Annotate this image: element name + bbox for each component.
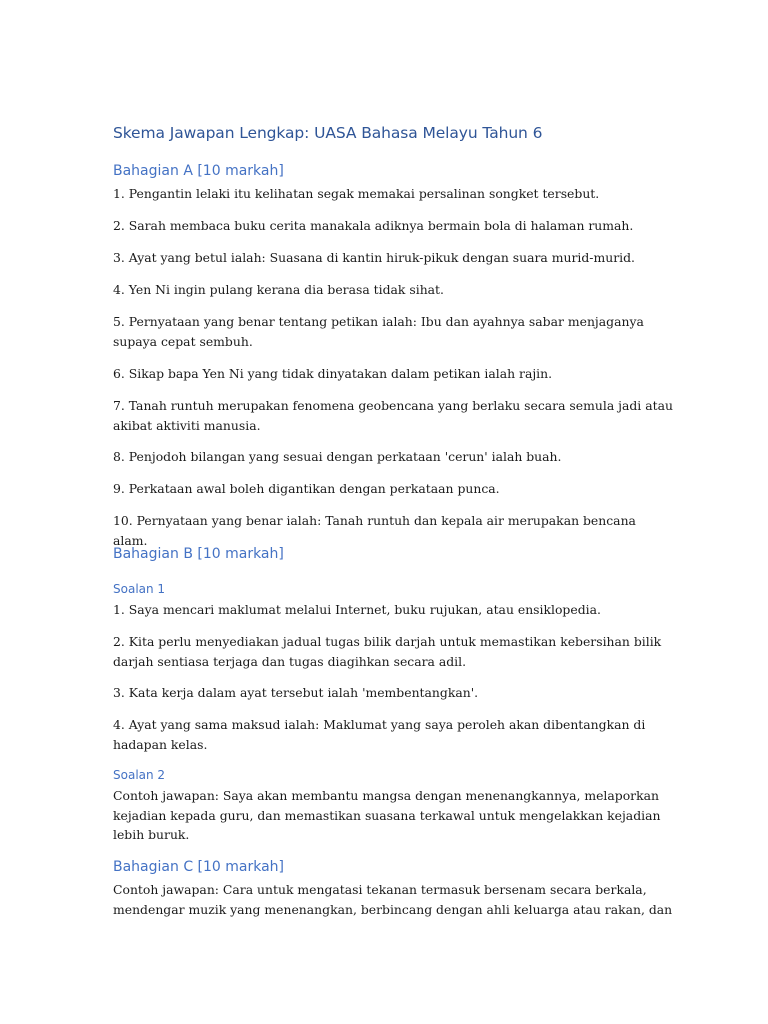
section-a-item: 5. Pernyataan yang benar tentang petikan ialah: Ibu dan ayahnya sabar menjaganya supaya cepat sembuh.	[113, 314, 644, 349]
section-c-text: Contoh jawapan: Cara untuk mengatasi tekanan termasuk bersenam secara berkala, mendengar muzik yang menenangkan, berbincang dengan ahli keluarga atau rakan, dan	[113, 882, 673, 917]
section-c-heading: Bahagian C [10 markah]	[113, 859, 285, 875]
soalan-1-item: 2. Kita perlu menyediakan jadual tugas bilik darjah untuk memastikan kebersihan bilik darjah sentiasa terjaga dan tugas diagihkan secara adil.	[113, 634, 662, 669]
section-a-item: 8. Penjodoh bilangan yang sesuai dengan perkataan 'cerun' ialah buah.	[113, 449, 562, 464]
section-a-item: 3. Ayat yang betul ialah: Suasana di kantin hiruk-pikuk dengan suara murid-murid.	[113, 250, 635, 265]
section-b-heading: Bahagian B [10 markah]	[113, 546, 284, 562]
section-a-item: 6. Sikap bapa Yen Ni yang tidak dinyatakan dalam petikan ialah rajin.	[113, 366, 553, 381]
soalan-2-text: Contoh jawapan: Saya akan membantu mangsa dengan menenangkannya, melaporkan kejadian kepada guru, dan memastikan suasana terkawal untuk mengelakkan kejadian lebih buruk.	[113, 788, 661, 842]
section-a-item: 10. Pernyataan yang benar ialah: Tanah runtuh dan kepala air merupakan bencana alam.	[113, 513, 636, 548]
section-a-heading: Bahagian A [10 markah]	[113, 163, 284, 179]
document-title: Skema Jawapan Lengkap: UASA Bahasa Melayu Tahun 6	[113, 124, 543, 142]
section-a-item: 9. Perkataan awal boleh digantikan dengan perkataan punca.	[113, 481, 500, 496]
section-a-item: 7. Tanah runtuh merupakan fenomena geobencana yang berlaku secara semula jadi atau akibat aktiviti manusia.	[113, 398, 673, 433]
section-a-item: 4. Yen Ni ingin pulang kerana dia berasa tidak sihat.	[113, 282, 444, 297]
section-a-item: 1. Pengantin lelaki itu kelihatan segak memakai persalinan songket tersebut.	[113, 186, 600, 201]
soalan-1-item: 4. Ayat yang sama maksud ialah: Maklumat yang saya peroleh akan dibentangkan di hadapan kelas.	[113, 717, 646, 752]
soalan-2-heading: Soalan 2	[113, 768, 166, 782]
soalan-1-item: 3. Kata kerja dalam ayat tersebut ialah 'membentangkan'.	[113, 685, 479, 700]
section-a-item: 2. Sarah membaca buku cerita manakala adiknya bermain bola di halaman rumah.	[113, 218, 634, 233]
soalan-1-item: 1. Saya mencari maklumat melalui Internet, buku rujukan, atau ensiklopedia.	[113, 602, 601, 617]
soalan-1-heading: Soalan 1	[113, 582, 166, 596]
